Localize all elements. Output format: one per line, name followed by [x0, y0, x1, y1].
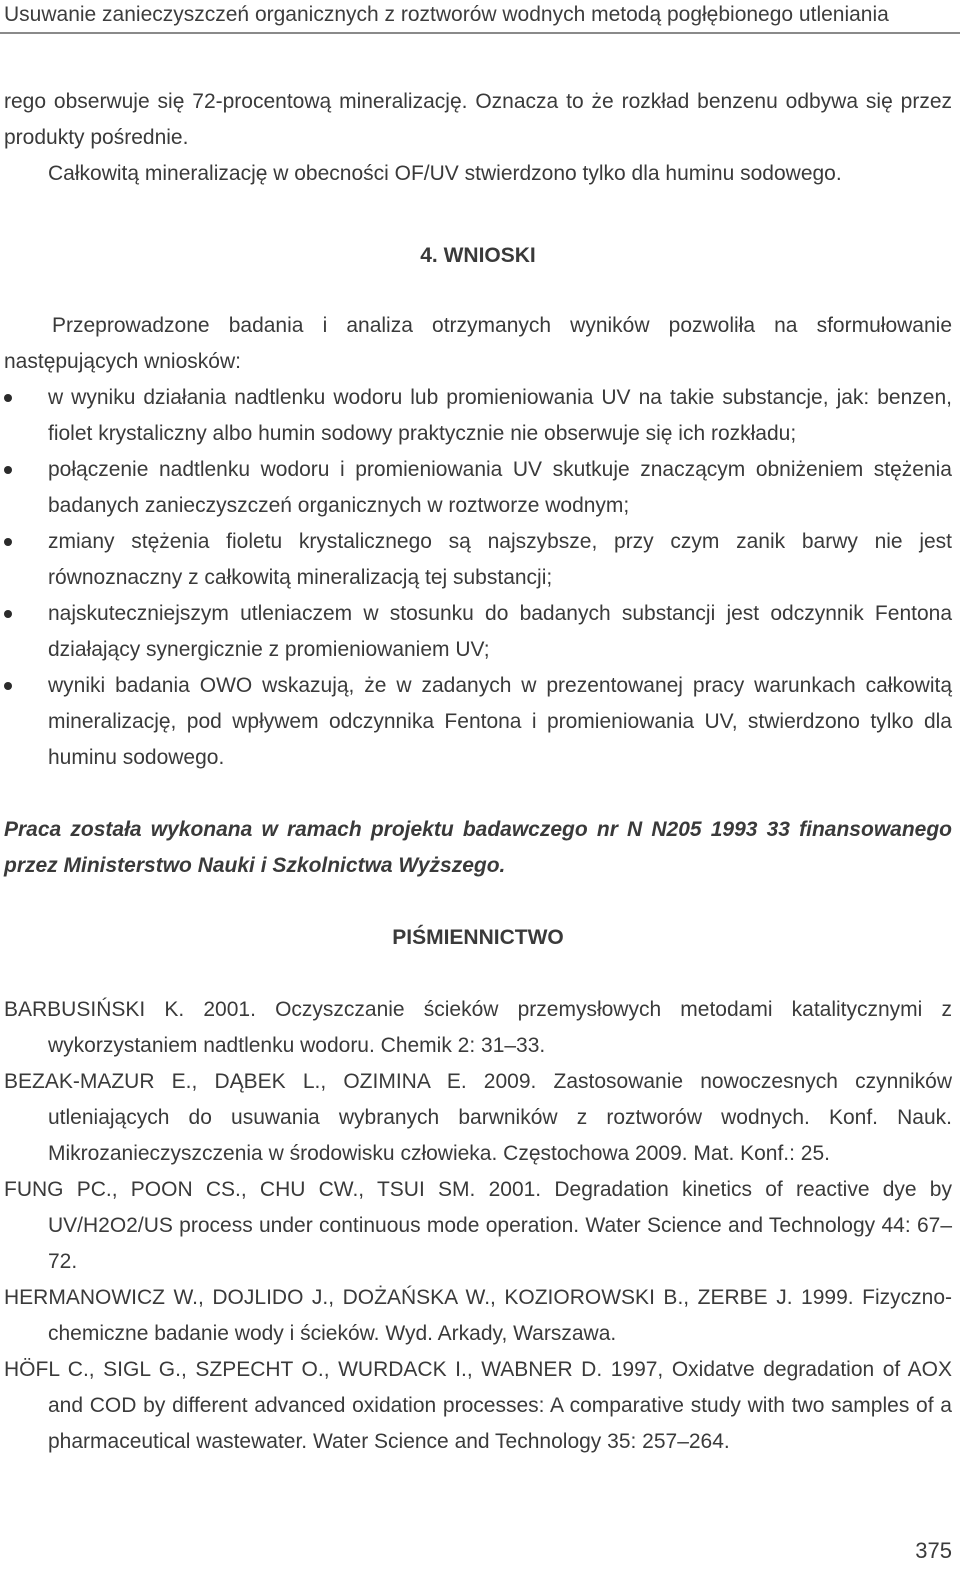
reference-entry: BEZAK-MAZUR E., DĄBEK L., OZIMINA E. 2009. Zastosowanie nowoczesnych czynników utleniających do usuwania wybranych barwników z roztworów wodnych. Konf. Nauk. Mikrozanieczyszczenia w środowisku człowieka. Częstochowa 2009. Mat. Konf.: 25. — [4, 1070, 952, 1165]
reference-entry: FUNG PC., POON CS., CHU CW., TSUI SM. 2001. Degradation kinetics of reactive dye by UV/H2O2/US process under continuous mode operation. Water Science and Technology 44: 67–72. — [4, 1178, 952, 1273]
conclusion-text: połączenie nadtlenku wodoru i promieniowania UV skutkuje znaczącym obniżeniem stężenia badanych zanieczyszczeń organicznych w roztworze wodnym; — [48, 458, 952, 517]
conclusion-text: najskuteczniejszym utleniaczem w stosunku do badanych substancji jest odczynnik Fentona działający synergicznie z promieniowaniem UV; — [48, 602, 952, 661]
intro-continuation: rego obserwuje się 72-procentową mineralizację. Oznacza to że rozkład benzenu odbywa się przez produkty pośrednie. — [4, 90, 952, 149]
conclusion-text: zmiany stężenia fioletu krystalicznego są najszybsze, przy czym zanik barwy nie jest równoznaczny z całkowitą mineralizacją tej substancji; — [48, 530, 952, 589]
main-text — [4, 84, 952, 1460]
conclusion-item — [4, 596, 952, 668]
intro-sentence: Całkowitą mineralizację w obecności OF/UV stwierdzono tylko dla huminu sodowego. — [48, 162, 842, 185]
bullet-icon — [4, 538, 12, 546]
bibliography-list — [4, 992, 952, 1460]
bullet-icon — [4, 610, 12, 618]
conclusions-list — [4, 380, 952, 776]
bullet-icon — [4, 682, 12, 690]
running-header: Usuwanie zanieczyszczeń organicznych z roztworów wodnych metodą pogłębionego utleniania — [4, 3, 889, 26]
conclusion-item — [4, 668, 952, 776]
header-rule — [0, 32, 960, 34]
bullet-icon — [4, 466, 12, 474]
conclusion-item — [4, 452, 952, 524]
funding-note: Praca została wykonana w ramach projektu badawczego nr N N205 1993 33 finansowanego przez Ministerstwo Nauki i Szkolnictwa Wyższego. — [4, 818, 952, 877]
conclusion-item — [4, 524, 952, 596]
conclusion-text: wyniki badania OWO wskazują, że w zadanych w prezentowanej pracy warunkach całkowitą mineralizację, pod wpływem odczynnika Fentona i promieniowania UV, stwierdzono tylko dla huminu sodowego. — [48, 674, 952, 769]
conclusion-item — [4, 380, 952, 452]
conclusions-lead: Przeprowadzone badania i analiza otrzymanych wyników pozwoliła na sformułowanie następujących wniosków: — [4, 314, 952, 373]
conclusions-heading: 4. WNIOSKI — [420, 244, 536, 267]
bibliography-heading: PIŚMIENNICTWO — [392, 926, 564, 949]
reference-entry: HERMANOWICZ W., DOJLIDO J., DOŻAŃSKA W., KOZIOROWSKI B., ZERBE J. 1999. Fizyczno-chemiczne badanie wody i ścieków. Wyd. Arkady, Warszawa. — [4, 1286, 952, 1345]
reference-entry: HÖFL C., SIGL G., SZPECHT O., WURDACK I., WABNER D. 1997, Oxidatve degradation of AOX and COD by different advanced oxidation processes: A comparative study with two samples of a pharmaceutical wastewater. Water Science and Technology 35: 257–264. — [4, 1358, 952, 1453]
reference-entry: BARBUSIŃSKI K. 2001. Oczyszczanie ścieków przemysłowych metodami katalitycznymi z wykorzystaniem nadtlenku wodoru. Chemik 2: 31–33. — [4, 998, 952, 1057]
page-number: 375 — [915, 1538, 952, 1563]
conclusion-text: w wyniku działania nadtlenku wodoru lub promieniowania UV na takie substancje, jak: benzen, fiolet krystaliczny albo humin sodowy praktycznie nie obserwuje się ich rozkładu; — [48, 386, 952, 445]
bullet-icon — [4, 394, 12, 402]
